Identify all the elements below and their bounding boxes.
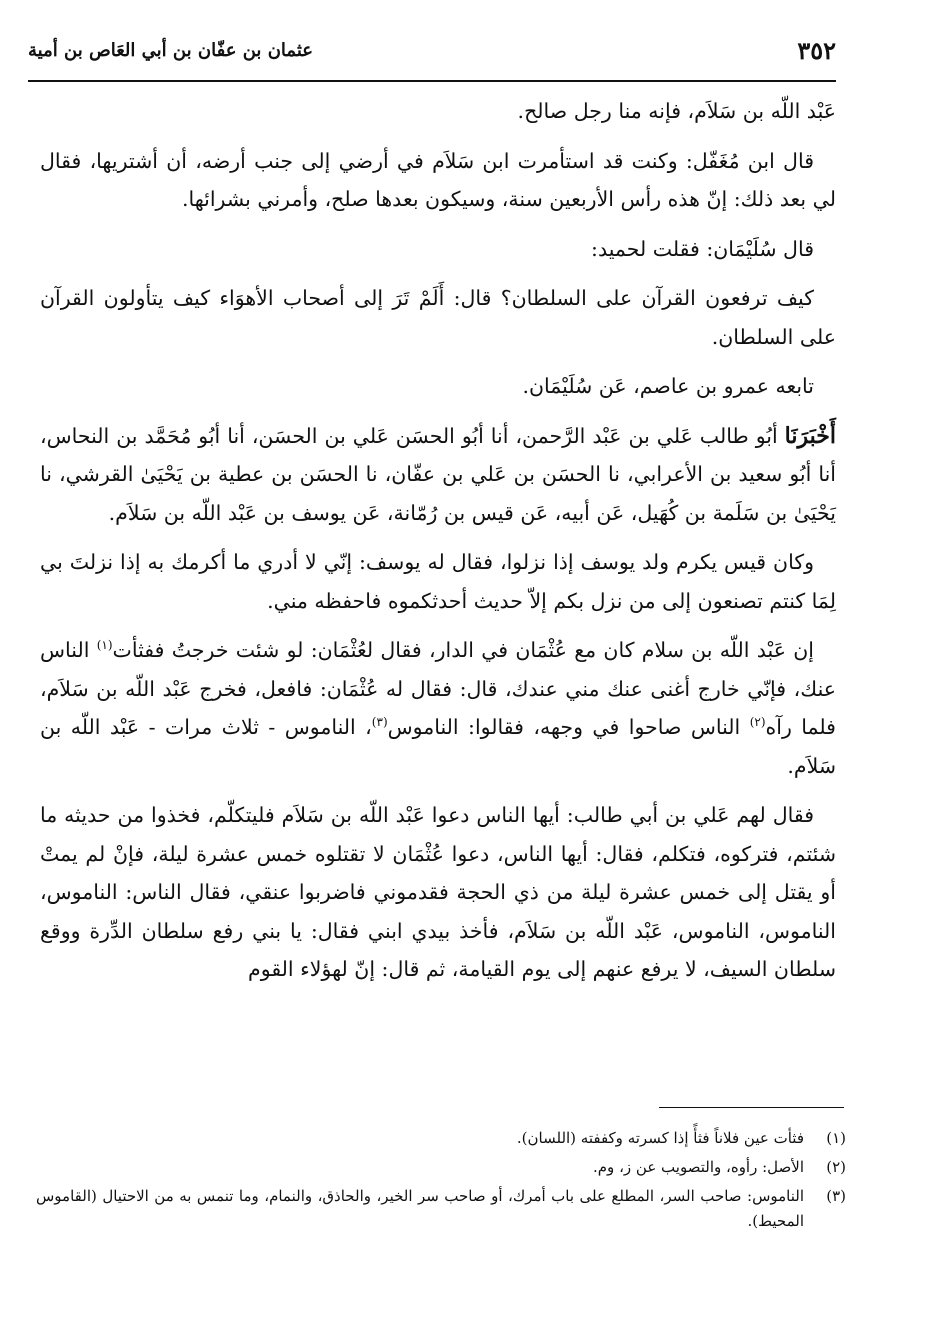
paragraph-text: ، الناموس - ثلاث مرات - عَبْد اللّه بن سَلاَم. xyxy=(40,715,836,778)
footnote-number: (١) xyxy=(826,1129,846,1147)
running-title: عثمان بن عفّان بن أبي العَاص بن أمية xyxy=(28,40,313,61)
paragraph xyxy=(40,142,836,219)
footnotes xyxy=(36,1126,846,1238)
paragraph xyxy=(40,543,836,620)
paragraph-text: قال ابن مُغَفّل: وكنت قد استأمرت ابن سَلاَم في أرضي إلى جنب أرضه، أن أشتريها، فقال لي بعد ذلك: إنّ هذه رأس الأربعين سنة، وسيكون بعدها صلح، وأمرني بشرائها. xyxy=(40,148,836,211)
footnote-number: (٣) xyxy=(826,1187,846,1205)
footnote-ref: (٢) xyxy=(749,715,766,730)
paragraph xyxy=(40,279,836,356)
page-header xyxy=(28,30,836,82)
lead-word: أَخْبَرَنَا xyxy=(784,422,836,449)
paragraph-text: كيف ترفعون القرآن على السلطان؟ قال: أَلَمْ تَرَ إلى أصحاب الأهوَاء كيف يتأولون القرآن على السلطان. xyxy=(40,286,836,349)
paragraph xyxy=(40,631,836,785)
paragraph-text: أبُو طالب عَلي بن عَبْد الرَّحمن، أنا أبُو الحسَن عَلي بن الحسَن، أنا أبُو مُحَمَّد بن النحاس، أنا أبُو سعيد بن الأعرابي، نا الحسَن بن عَلي بن عفّان، نا الحسَن بن عطية بن يَحْيَىٰ القرشي، نا يَحْيَىٰ بن سَلَمة بن كُهَيل، عَن أبيه، عَن قيس بن رُمّانة، عَن يوسف بن عَبْد اللّه بن سَلاَم. xyxy=(40,423,836,525)
paragraph-text: وكان قيس يكرم ولد يوسف إذا نزلوا، فقال له يوسف: إنّي لا أدري ما أكرمك به إذا نزلتَ بي لِمَا كنتم تصنعون إلى من نزل بكم إلاّ حديث أحدثكموه فاحفظه مني. xyxy=(40,550,836,613)
paragraph-text: إن عَبْد اللّه بن سلام كان مع عُثْمَان في الدار، فقال لعُثْمَان: لو شئت خرجتُ ففثأت xyxy=(112,638,814,662)
footnote-text: فثأت عين فلاناً فثأً إذا كسرته وكففته (اللسان). xyxy=(516,1129,804,1147)
paragraph-text: عَبْد اللّه بن سَلاَم، فإنه منا رجل صالح. xyxy=(517,99,836,123)
footnote xyxy=(36,1155,846,1180)
paragraph xyxy=(40,92,836,131)
footnote xyxy=(36,1184,846,1234)
paragraph xyxy=(40,230,836,269)
footnote-divider xyxy=(659,1107,844,1108)
paragraph-text: تابعه عمرو بن عاصم، عَن سُلَيْمَان. xyxy=(522,374,814,398)
footnote-number: (٢) xyxy=(826,1158,846,1176)
footnote-text: الأصل: رأوه، والتصويب عن ز، وم. xyxy=(593,1158,804,1176)
footnote xyxy=(36,1126,846,1151)
paragraph xyxy=(40,367,836,406)
paragraph-text: قال سُلَيْمَان: فقلت لحميد: xyxy=(591,236,814,261)
page-number: ٣٥٢ xyxy=(797,36,836,65)
main-text xyxy=(40,92,836,1000)
footnote-ref: (٣) xyxy=(371,715,388,730)
paragraph-text: الناس عنك، فإنّي خارج أغنى عنك مني عندك، قال: فقال له عُثْمَان: فافعل، فخرج عَبْد اللّه بن سَلاَم، فلما رآه xyxy=(40,638,836,739)
paragraph-text: الناس صاحوا في وجهه، فقالوا: الناموس xyxy=(387,715,750,739)
paragraph xyxy=(40,417,836,533)
footnote-ref: (١) xyxy=(96,638,113,653)
paragraph-text: فقال لهم عَلي بن أبي طالب: أيها الناس دعوا عَبْد اللّه بن سَلاَم فليتكلّم، فخذوا من حديثه ما شئتم، فتركوه، فتكلم، فقال: أيها الناس، دعوا عُثْمَان لا تقتلوه خمس عشرة ليلة، فإنْ لم يمتْ أو يقتل إلى خمس عشرة ليلة من ذي الحجة فقدموني فاضربوا عنقي، فقال الناس: الناموس، الناموس، الناموس، عَبْد اللّه بن سَلاَم، فأخذ بيدي ابني فقال: يا بني رفع سلطان الدِّرة ووقع سلطان السيف، لا يرفع عنهم إلى يوم القيامة، ثم قال: إنّ لهؤلاء القوم xyxy=(40,803,836,981)
footnote-text: الناموس: صاحب السر، المطلع على باب أمرك، أو صاحب سر الخير، والحاذق، والنمام، وما تنمس به من الاحتيال (القاموس المحيط). xyxy=(36,1187,804,1230)
paragraph xyxy=(40,796,836,989)
